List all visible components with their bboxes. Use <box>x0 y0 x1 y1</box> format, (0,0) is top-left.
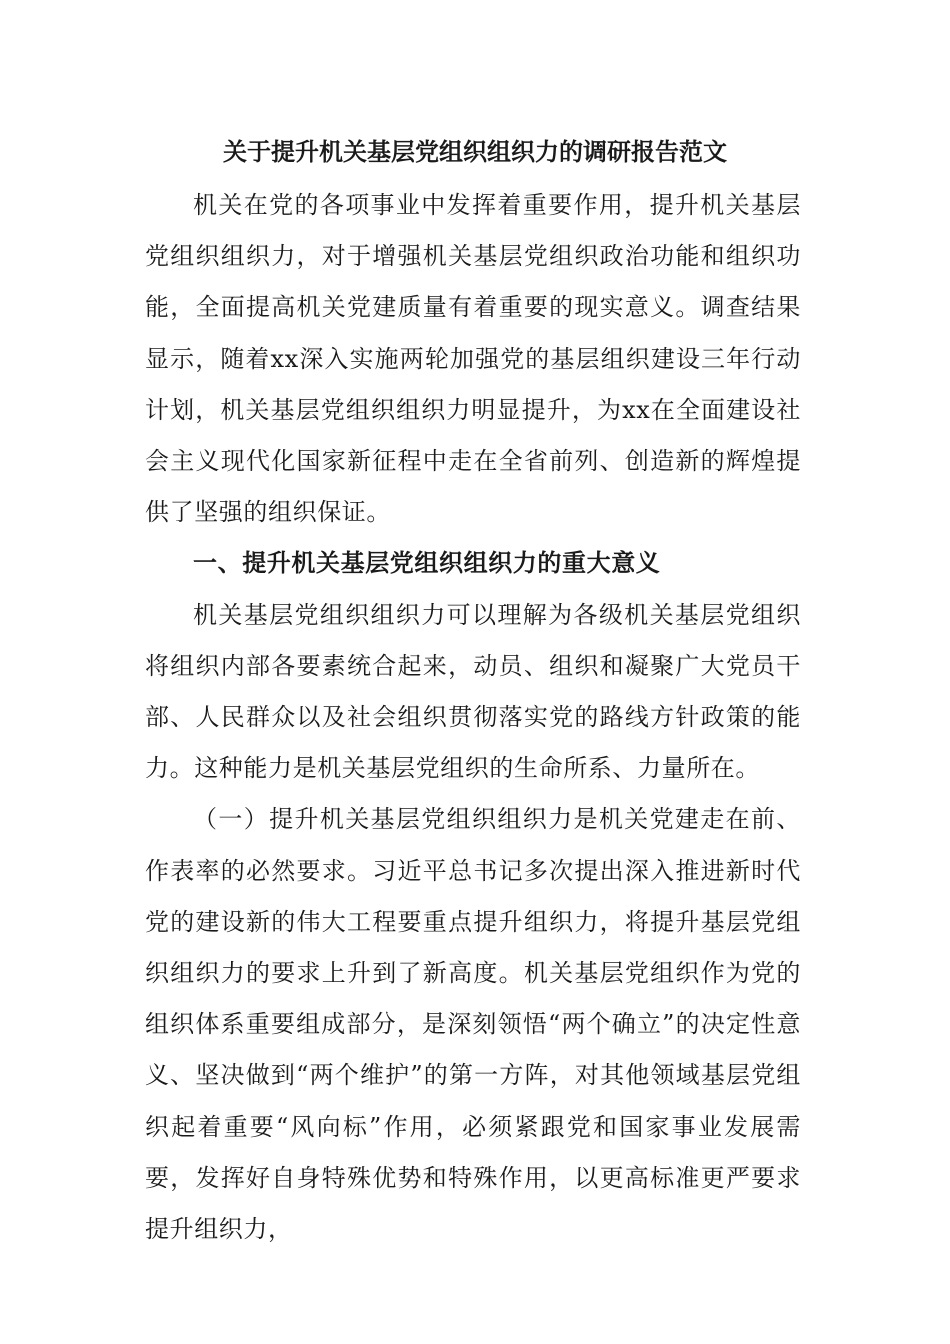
document-title: 关于提升机关基层党组织组织力的调研报告范文 <box>223 138 727 166</box>
document-body <box>145 180 801 1255</box>
section-paragraph-definition: 机关基层党组织组织力可以理解为各级机关基层党组织将组织内部各要素统合起来，动员、组织和凝聚广大党员干部、人民群众以及社会组织贯彻落实党的路线方针政策的能力。这种能力是机关基层党组织的生命所系、力量所在。 <box>145 600 801 783</box>
intro-paragraph: 机关在党的各项事业中发挥着重要作用，提升机关基层党组织组织力，对于增强机关基层党组织政治功能和组织功能，全面提高机关党建质量有着重要的现实意义。调查结果显示，随着xx深入实施两轮加强党的基层组织建设三年行动计划，机关基层党组织组织力明显提升，为xx在全面建设社会主义现代化国家新征程中走在全省前列、创造新的辉煌提供了坚强的组织保证。 <box>145 191 801 527</box>
section-paragraph-requirement: （一）提升机关基层党组织组织力是机关党建走在前、作表率的必然要求。习近平总书记多次提出深入推进新时代党的建设新的伟大工程要重点提升组织力，将提升基层党组织组织力的要求上升到了新高度。机关基层党组织作为党的组织体系重要组成部分，是深刻领悟“两个确立”的决定性意义、坚决做到“两个维护”的第一方阵，对其他领域基层党组织起着重要“风向标”作用，必须紧跟党和国家事业发展需要，发挥好自身特殊优势和特殊作用，以更高标准更严要求提升组织力， <box>145 805 801 1244</box>
section-heading: 一、提升机关基层党组织组织力的重大意义 <box>193 549 661 578</box>
